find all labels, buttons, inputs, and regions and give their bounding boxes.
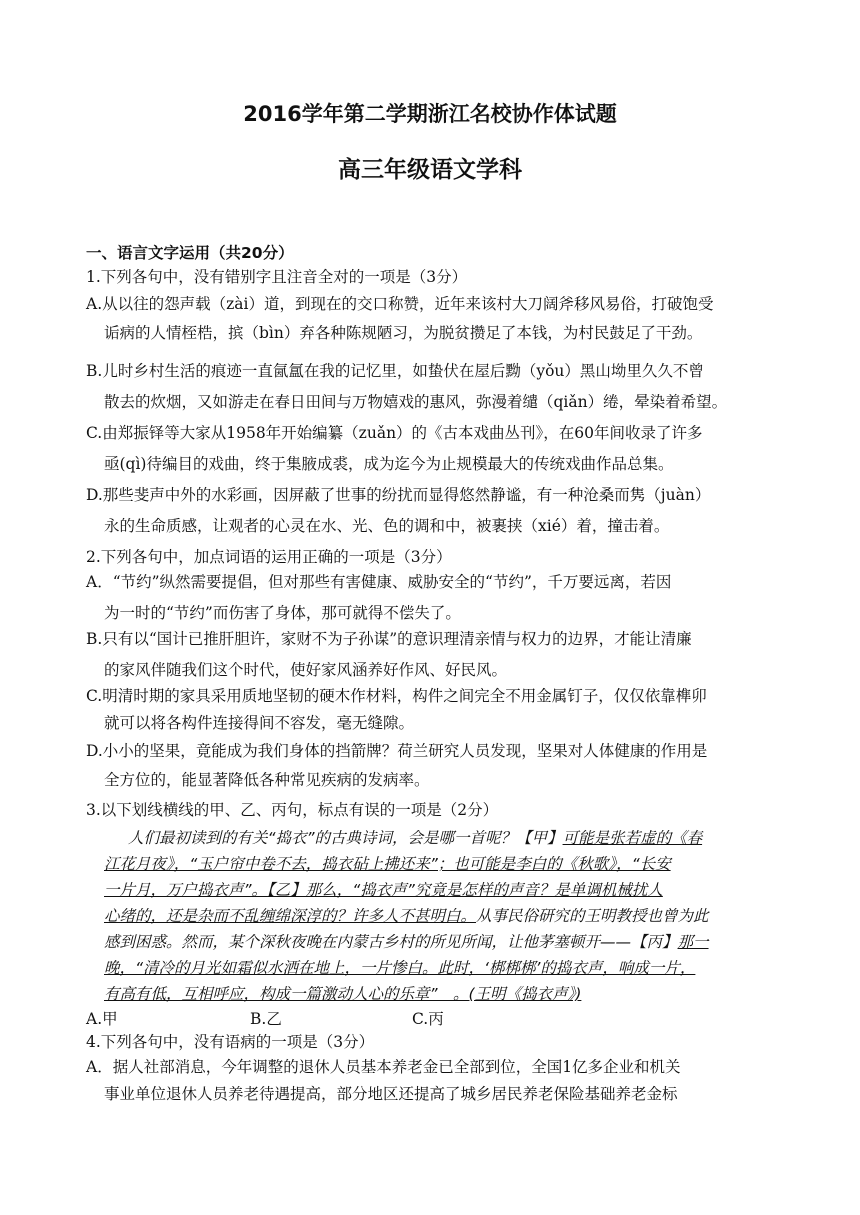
q1-option-b-line2: 散去的炊烟，又如游走在春日田间与万物嬉戏的惠风，弥漫着缱（qiǎn）绻，晕染着希望。: [104, 393, 728, 411]
question-2-stem: 2.下列各句中，加点词语的运用正确的一项是（3分）: [86, 548, 452, 566]
q1-option-c-line2: 亟(qì)待编目的戏曲，终于集腋成裘，成为迄今为止规模最大的传统戏曲作品总集。: [104, 455, 674, 473]
q2-option-b-line2: 的家风伴随我们这个时代，使好家风涵养好作风、好民风。: [104, 661, 508, 679]
q3-passage-line7: 有高有低，互相呼应，构成一篇激动人心的乐章” 。(王明《捣衣声》): [104, 985, 582, 1003]
q3-passage-line1: 人们最初读到的有关“捣衣”的古典诗词，会是哪一首呢？【甲】可能是张若虚的《春: [128, 829, 703, 847]
q4-option-a-line2: 事业单位退休人员养老待遇提高，部分地区还提高了城乡居民养老保险基础养老金标: [104, 1085, 678, 1103]
q3-option-a: A.甲: [86, 1010, 118, 1028]
q3-options: [86, 1007, 444, 1029]
q1-option-a-line1: A.从以往的怨声载（zài）道，到现在的交口称赞，近年来该村大刀阔斧移风易俗，打破饱受: [86, 295, 714, 313]
q2-option-c-line2: 就可以将各构件连接得间不容发，毫无缝隙。: [104, 714, 415, 732]
q2-option-c-line1: C.明清时期的家具采用质地坚韧的硬木作材料，构件之间完全不用金属钉子，仅仅依靠榫卯: [86, 687, 707, 705]
question-1-stem: 1.下列各句中，没有错别字且注音全对的一项是（3分）: [86, 268, 468, 286]
q4-option-a-line1: A．据人社部消息，今年调整的退休人员基本养老金已全部到位，全国1亿多企业和机关: [86, 1058, 681, 1076]
q3-passage-line5: 感到困惑。然而，某个深秋夜晚在内蒙古乡村的所见所闻，让他茅塞顿开——【丙】那一: [104, 933, 709, 951]
exam-subtitle: 高三年级语文学科: [338, 157, 522, 183]
question-4-stem: 4.下列各句中，没有语病的一项是（3分）: [86, 1033, 375, 1051]
q3-option-c: C.丙: [412, 1010, 444, 1028]
question-3-stem: 3.以下划线横线的甲、乙、丙句，标点有误的一项是（2分）: [86, 801, 499, 819]
q1-option-c-line1: C.由郑振铎等大家从1958年开始编纂（zuǎn）的《古本戏曲丛刊》，在60年间收录了许多: [86, 424, 703, 442]
q1-option-d-line2: 永的生命质感，让观者的心灵在水、光、色的调和中，被裹挟（xié）着，撞击着。: [104, 517, 670, 535]
q2-option-d-line2: 全方位的，能显著降低各种常见疾病的发病率。: [104, 771, 430, 789]
q2-option-a-line1: A．“节约”纵然需要提倡，但对那些有害健康、威胁安全的“节约”，千万要远离，若因: [86, 573, 672, 591]
q2-option-b-line1: B.只有以“国计已推肝胆许，家财不为子孙谋”的意识理清亲情与权力的边界，才能让清廉: [86, 630, 692, 648]
q3-passage-line6: 晚，“清冷的月光如霜似水洒在地上，一片惨白。此时，‘梆梆梆’的捣衣声，响成一片，: [104, 959, 696, 977]
q1-option-d-line1: D.那些斐声中外的水彩画，因屏蔽了世事的纷扰而显得悠然静谧，有一种沧桑而隽（juàn）: [86, 486, 711, 504]
q3-passage-line4: 心绪的，还是杂而不乱缠绵深淳的？许多人不甚明白。从事民俗研究的王明教授也曾为此: [104, 907, 709, 925]
q3-option-b: B.乙: [250, 1010, 282, 1028]
q2-option-d-line1: D.小小的坚果，竟能成为我们身体的挡箭牌？荷兰研究人员发现，坚果对人体健康的作用是: [86, 742, 708, 760]
q1-option-b-line1: B.儿时乡村生活的痕迹一直氤氲在我的记忆里，如蛰伏在屋后黝（yǒu）黑山坳里久久不曾: [86, 362, 704, 380]
q3-passage-line3: 一片月，万户捣衣声”。【乙】那么，“捣衣声”究竟是怎样的声音？是单调机械扰人: [104, 881, 663, 899]
section-heading: 一、语言文字运用（共20分）: [86, 244, 294, 262]
q3-passage-line2: 江花月夜》，“玉户帘中卷不去，捣衣砧上拂还来”；也可能是李白的《秋歌》，“长安: [104, 855, 671, 873]
exam-title: 2016学年第二学期浙江名校协作体试题: [243, 102, 617, 126]
q2-option-a-line2: 为一时的“节约”而伤害了身体，那可就得不偿失了。: [104, 604, 461, 622]
q1-option-a-line2: 诟病的人情桎梏，摈（bìn）弃各种陈规陋习，为脱贫攒足了本钱，为村民鼓足了干劲。: [104, 324, 703, 342]
